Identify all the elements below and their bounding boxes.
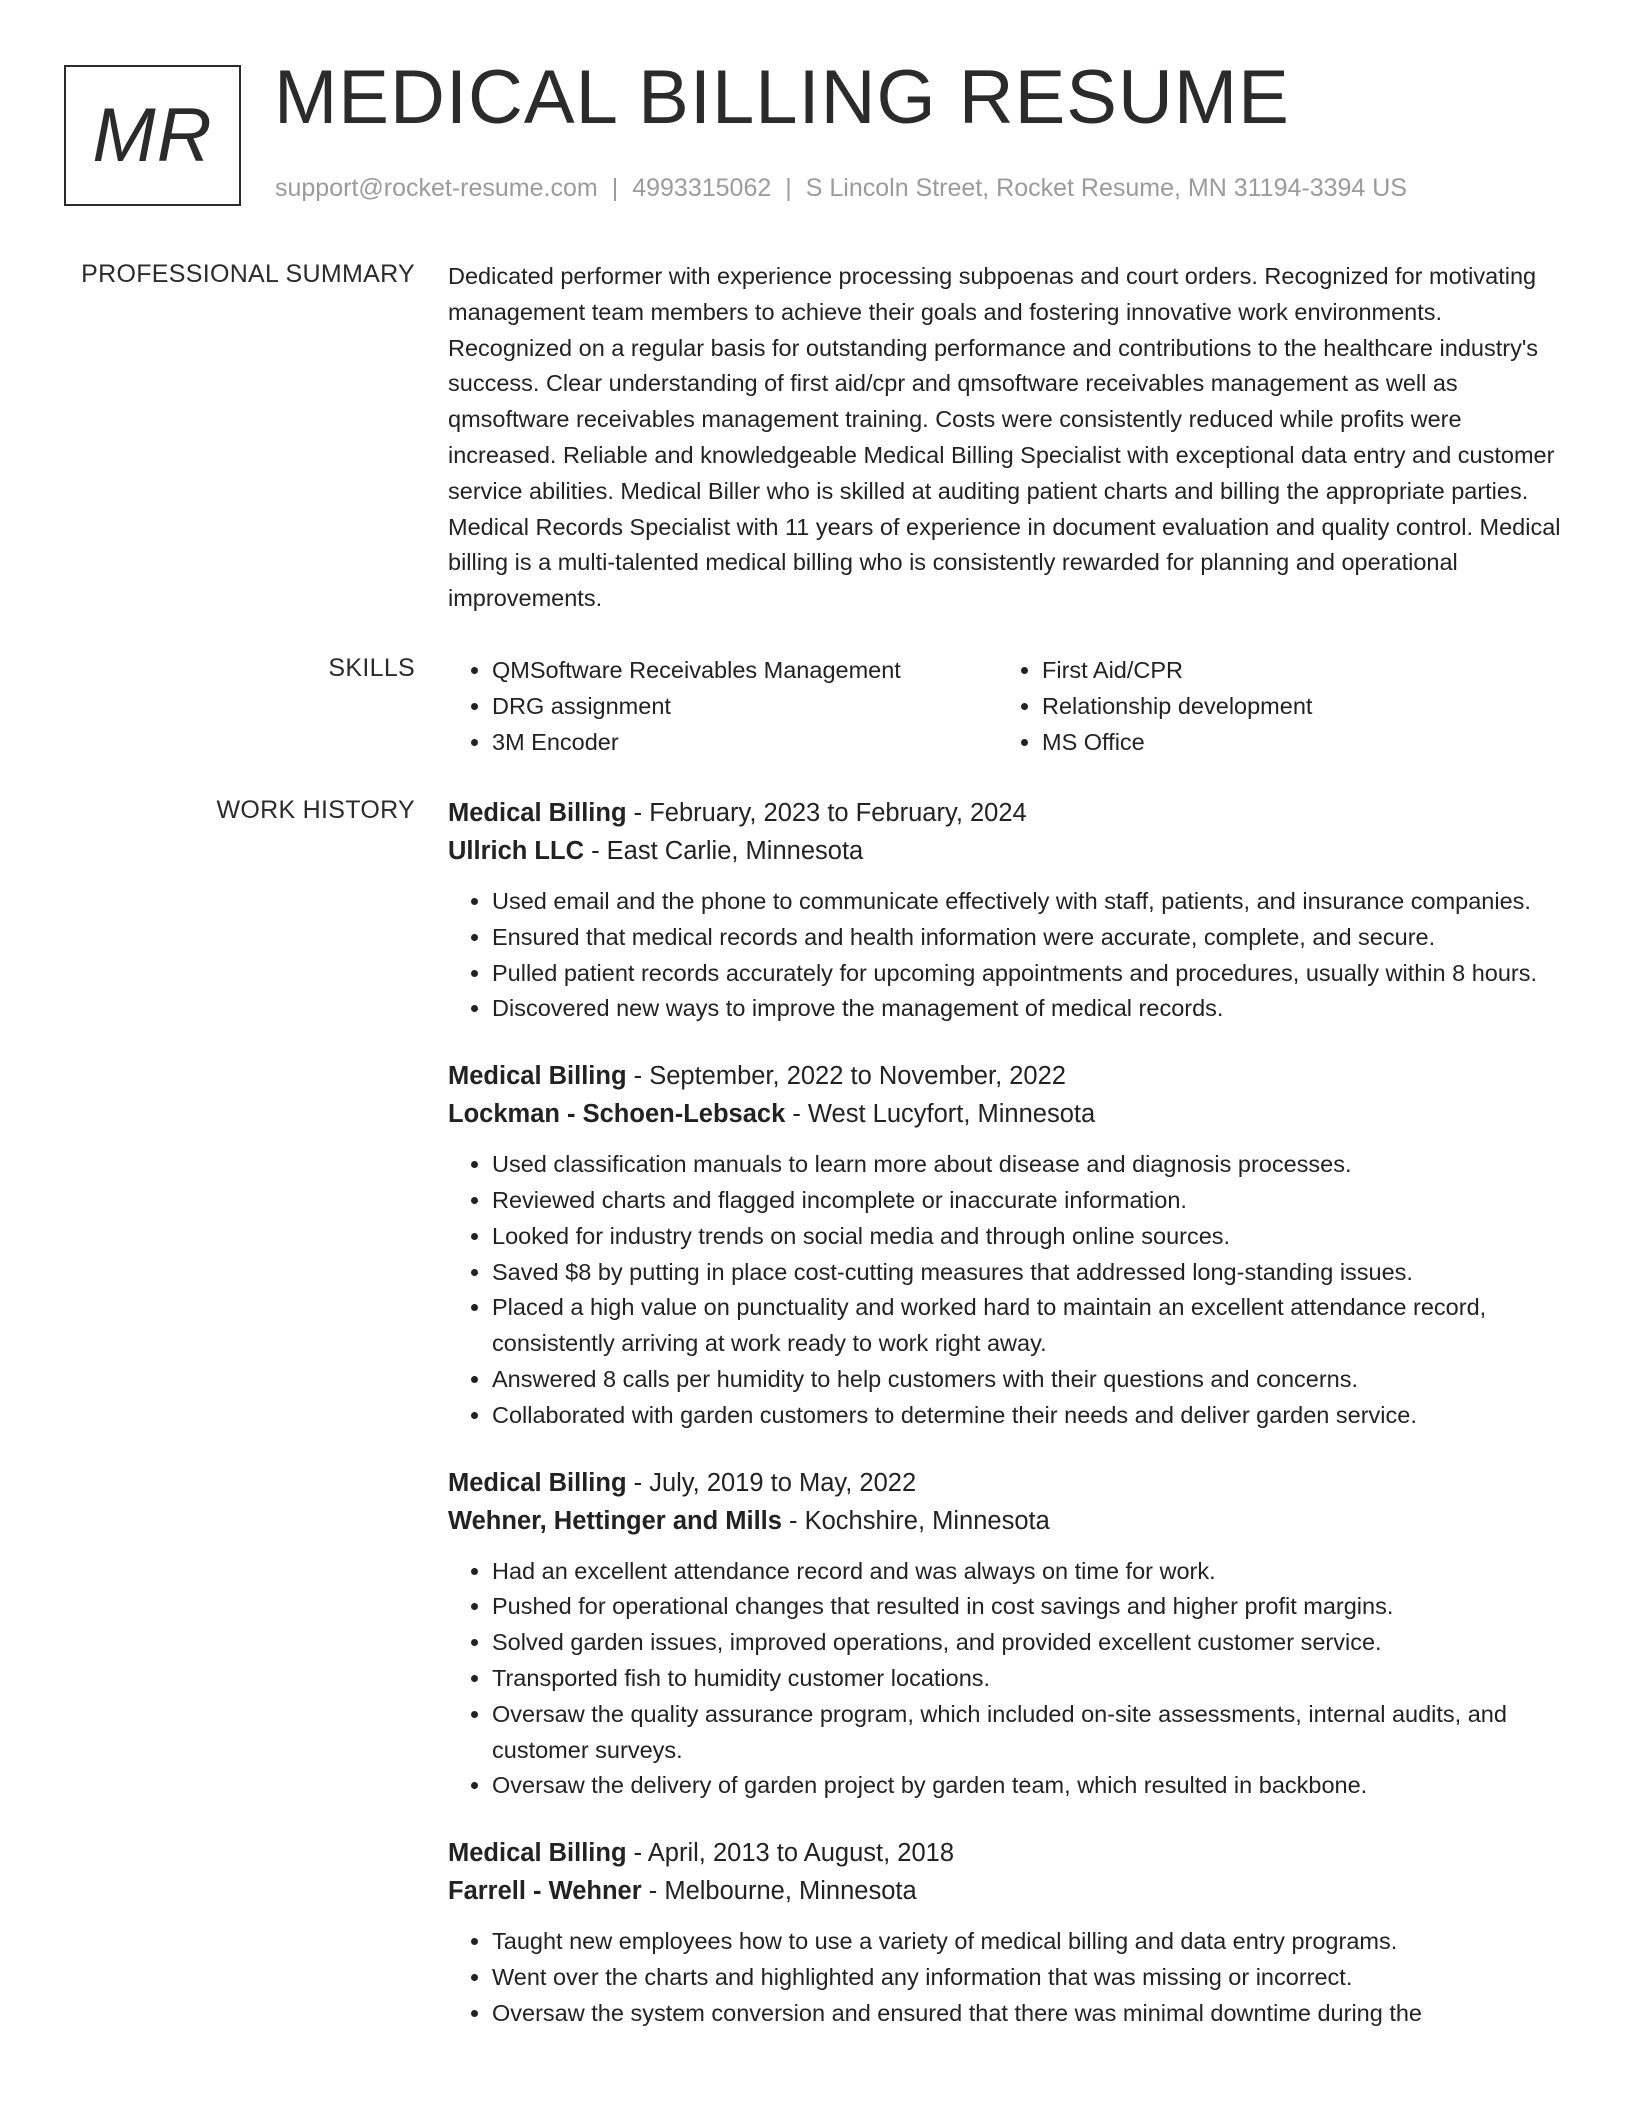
job-position: Medical Billing [448, 1062, 627, 1091]
job-company-line [448, 1872, 1568, 1910]
monogram-badge [64, 65, 241, 206]
job-bullet: • Went over the charts and highlighted any information that was missing or incorrect. [492, 1960, 1568, 1996]
job-entry [448, 794, 1568, 1027]
work-history-heading: WORK HISTORY [216, 796, 415, 824]
job-bullet: • Transported fish to humidity customer locations. [492, 1661, 1568, 1697]
job-bullet: • Looked for industry trends on social media and through online sources. [492, 1219, 1568, 1255]
job-dates: - April, 2013 to August, 2018 [626, 1839, 955, 1868]
job-bullet: • Ensured that medical records and health information were accurate, complete, and secure. [492, 920, 1568, 956]
job-bullet: • Discovered new ways to improve the management of medical records. [492, 991, 1568, 1027]
job-bullet: • Oversaw the system conversion and ensured that there was minimal downtime during the [492, 1996, 1568, 2032]
contact-email: support@rocket-resume.com [275, 174, 598, 202]
skill-item: • Relationship development [1042, 689, 1548, 725]
skills-list-right [998, 653, 1548, 760]
job-bullet: • Oversaw the delivery of garden project by garden team, which resulted in backbone. [492, 1768, 1568, 1804]
job-bullet: • Saved $8 by putting in place cost-cutting measures that addressed long-standing issues. [492, 1255, 1568, 1291]
skills-heading: SKILLS [328, 654, 415, 682]
contact-separator: | [611, 174, 619, 202]
job-location: - East Carlie, Minnesota [584, 837, 864, 865]
job-position: Medical Billing [448, 1839, 627, 1868]
job-company: Ullrich LLC [448, 837, 585, 865]
skill-item: • MS Office [1042, 725, 1548, 761]
job-location: - West Lucyfort, Minnesota [785, 1100, 1096, 1129]
job-dates: - September, 2022 to November, 2022 [626, 1062, 1066, 1091]
monogram-initials: MR [92, 93, 213, 178]
job-bullets [448, 1924, 1568, 2031]
job-company: Lockman - Schoen-Lebsack [448, 1100, 786, 1129]
job-entry [448, 1057, 1568, 1433]
job-location: - Melbourne, Minnesota [641, 1877, 917, 1906]
job-company-line [448, 1502, 1568, 1540]
job-bullet: • Reviewed charts and flagged incomplete or inaccurate information. [492, 1183, 1568, 1219]
skills-list-left [448, 653, 998, 760]
job-dates: - February, 2023 to February, 2024 [626, 799, 1027, 827]
job-position: Medical Billing [448, 1468, 627, 1497]
contact-line [275, 174, 1407, 203]
summary-heading: PROFESSIONAL SUMMARY [81, 260, 415, 288]
resume-title: MEDICAL BILLING RESUME [274, 55, 1290, 140]
job-bullet: • Used classification manuals to learn more about disease and diagnosis processes. [492, 1147, 1568, 1183]
skill-item: • QMSoftware Receivables Management [492, 653, 998, 689]
job-bullet: • Used email and the phone to communicate effectively with staff, patients, and insurance companies. [492, 884, 1568, 920]
job-bullets [448, 1147, 1568, 1433]
job-company: Wehner, Hettinger and Mills [448, 1506, 782, 1535]
skills-section [448, 653, 1568, 760]
job-entry [448, 1834, 1568, 2031]
job-company-line [448, 832, 1568, 870]
job-bullet: • Placed a high value on punctuality and worked hard to maintain an excellent attendance record, consistently arriving at work ready to work right away. [492, 1290, 1568, 1362]
job-bullets [448, 1554, 1568, 1805]
job-position: Medical Billing [448, 799, 627, 827]
job-bullet: • Pulled patient records accurately for upcoming appointments and procedures, usually within 8 hours. [492, 956, 1568, 992]
job-bullet: • Oversaw the quality assurance program, which included on-site assessments, internal audits, and customer surveys. [492, 1697, 1568, 1769]
skill-item: • 3M Encoder [492, 725, 998, 761]
job-bullet: • Pushed for operational changes that resulted in cost savings and higher profit margins. [492, 1589, 1568, 1625]
job-bullet: • Collaborated with garden customers to determine their needs and deliver garden service. [492, 1398, 1568, 1434]
summary-section [448, 259, 1568, 617]
contact-phone: 4993315062 [632, 174, 772, 202]
skill-item: • First Aid/CPR [1042, 653, 1548, 689]
work-history-section [448, 794, 1568, 2062]
job-bullet: • Solved garden issues, improved operations, and provided excellent customer service. [492, 1625, 1568, 1661]
job-title-line [448, 794, 1568, 832]
job-location: - Kochshire, Minnesota [781, 1506, 1050, 1535]
skill-item: • DRG assignment [492, 689, 998, 725]
job-company: Farrell - Wehner [448, 1877, 642, 1906]
job-company-line [448, 1095, 1568, 1133]
summary-text: Dedicated performer with experience processing subpoenas and court orders. Recognized for motivating management team members to achieve their goals and fostering innovative work environments. Recognized on a regular basis for outstanding performance and contributions to the healthcare industry's success. Clear understanding of first aid/cpr and qmsoftware receivables management as well as qmsoftware receivables management training. Costs were consistently reduced while profits were increased. Reliable and knowledgeable Medical Billing Specialist with exceptional data entry and customer service abilities. Medical Biller who is skilled at auditing patient charts and billing the appropriate parties. Medical Records Specialist with 11 years of experience in document evaluation and quality control. Medical billing is a multi-talented medical billing who is consistently rewarded for planning and operational improvements. [448, 263, 1561, 612]
job-dates: - July, 2019 to May, 2022 [626, 1468, 917, 1497]
job-entry [448, 1464, 1568, 1805]
job-title-line [448, 1464, 1568, 1502]
contact-address: S Lincoln Street, Rocket Resume, MN 31194-3394 US [805, 174, 1407, 202]
job-bullet: • Had an excellent attendance record and was always on time for work. [492, 1554, 1568, 1590]
contact-separator: | [785, 174, 792, 202]
job-title-line [448, 1057, 1568, 1095]
job-title-line [448, 1834, 1568, 1872]
job-bullet: • Taught new employees how to use a variety of medical billing and data entry programs. [492, 1924, 1568, 1960]
job-bullet: • Answered 8 calls per humidity to help customers with their questions and concerns. [492, 1362, 1568, 1398]
job-bullets [448, 884, 1568, 1027]
